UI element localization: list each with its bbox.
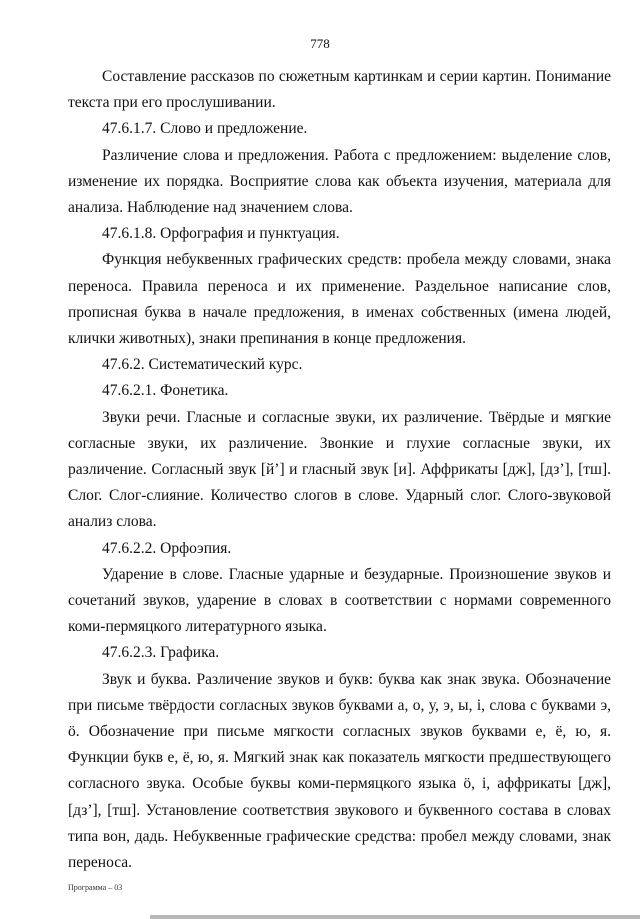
page-number: 778 bbox=[310, 36, 330, 51]
document-body bbox=[68, 64, 611, 876]
section-heading-graphics: 47.6.2.3. Графика. bbox=[102, 644, 220, 662]
section-heading-phonetics: 47.6.2.1. Фонетика. bbox=[102, 382, 229, 400]
scan-edge-shadow bbox=[150, 915, 640, 919]
paragraph-reading-comprehension: Составление рассказов по сюжетным картинкам и серии картин. Понимание текста при его прослушивании. bbox=[68, 68, 611, 112]
paragraph-graphics: Звук и буква. Различение звуков и букв: буква как знак звука. Обозначение при письме твёрдости согласных звуков буквами а, о, у, э, ы, і, слова с буквами э, ӧ. Обозначение при письме мягкости согласных звуков буквами е, ё, ю, я. Функции букв е, ё, ю, я. Мягкий знак как показатель мягкости предшествующего согласного звука. Особые буквы коми-пермяцкого языка ӧ, і, аффрикаты [дж], [дз’], [тш]. Установление соответствия звукового и буквенного состава в словах типа вон, дадь. Небуквенные графические средства: пробел между словами, знак переноса. bbox=[68, 670, 611, 872]
paragraph-orthography: Функция небуквенных графических средств: пробела между словами, знака переноса. Правила переноса и их применение. Раздельное написание слов, прописная буква в начале предложения, в именах собственных (имена людей, клички животных), знаки препинания в конце предложения. bbox=[68, 251, 611, 348]
section-heading-systematic-course: 47.6.2. Систематический курс. bbox=[102, 356, 303, 374]
paragraph-word-and-sentence: Различение слова и предложения. Работа с предложением: выделение слов, изменение их порядка. Восприятие слова как объекта изучения, материала для анализа. Наблюдение над значением слова. bbox=[68, 146, 611, 217]
page-footer: Программа – 03 bbox=[68, 883, 123, 892]
paragraph-phonetics: Звуки речи. Гласные и согласные звуки, их различение. Твёрдые и мягкие согласные звуки, их различение. Звонкие и глухие согласные звуки, их различение. Согласный звук [й’] и гласный звук [и]. Аффрикаты [дж], [дз’], [тш]. Слог. Слог-слияние. Количество слогов в слове. Ударный слог. Слого-звуковой анализ слова. bbox=[68, 408, 611, 531]
section-heading-orthoepy: 47.6.2.2. Орфоэпия. bbox=[102, 539, 232, 557]
section-heading-word-and-sentence: 47.6.1.7. Слово и предложение. bbox=[102, 120, 308, 138]
paragraph-orthoepy: Ударение в слове. Гласные ударные и безударные. Произношение звуков и сочетаний звуков, ударение в словах в соответствии с нормами современного коми-пермяцкого литературного языка. bbox=[68, 565, 611, 636]
section-heading-orthography: 47.6.1.8. Орфография и пунктуация. bbox=[102, 225, 340, 243]
